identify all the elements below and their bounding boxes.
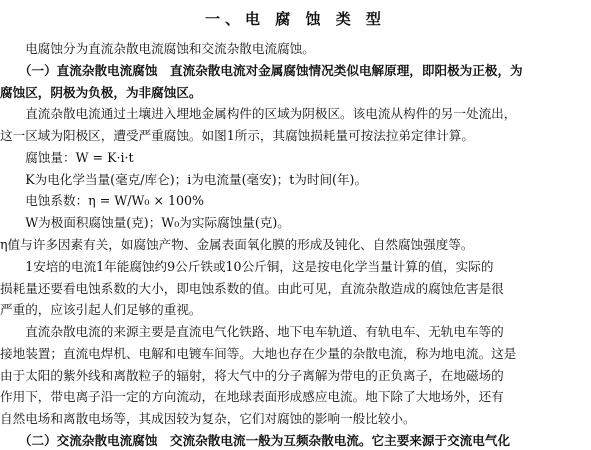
paragraph-ac-heading: （二）交流杂散电流腐蚀 交流杂散电流一般为互频杂散电流。它主要来源于交流电气化 xyxy=(0,433,511,448)
paragraph-sources-line-4: 作用下，带电离子沿一定的方向流动，在地球表面形成感应电流。地下除了大地场外，还有 xyxy=(0,389,504,405)
paragraph-sources-line-3: 由于太阳的紫外线和离散粒子的辐射，将大气中的分子离解为带电的正负离子，在地磁场的 xyxy=(0,367,504,383)
paragraph-ampere-line-2: 损耗量还要看电蚀系数的大小，即电蚀系数的值。由此可见，直流杂散造成的腐蚀危害是很 xyxy=(0,280,504,296)
paragraph-sources-line-1: 直流杂散电流的来源主要是直流电气化铁路、地下电车轨道、有轨电车、无轨电车等的 xyxy=(0,324,504,340)
formula-variable-definition: K为电化学当量(毫克/库仑)；i为电流量(毫安)；t为时间(年)。 xyxy=(0,171,368,187)
paragraph-dc-mechanism-line-2: 这一区域为阳极区，遭受严重腐蚀。如图1所示，其腐蚀损耗量可按法拉弟定律计算。 xyxy=(0,128,474,144)
formula-corrosion-amount: 腐蚀量：W = K·i·t xyxy=(0,149,134,165)
formula-coefficient-definition: W为极面积腐蚀量(克)；W₀为实际腐蚀量(克)。 xyxy=(0,215,290,231)
paragraph-intro-line-1: 电腐蚀分为直流杂散电流腐蚀和交流杂散电流腐蚀。 xyxy=(0,41,315,56)
paragraph-sources-line-2: 接地装置；直流电焊机、电解和电镀车间等。大地也存在少量的杂散电流，称为地电流。这是 xyxy=(0,345,517,361)
paragraph-dc-heading-line-2: 腐蚀区，阴极为负极，为非腐蚀区。 xyxy=(0,84,202,100)
formula-electrocorrosion-coefficient: 电蚀系数：η = W/W₀ × 100% xyxy=(0,193,205,209)
paragraph-sources-line-5: 自然电场和离散电场等，其成因较为复杂，它们对腐蚀的影响一般比较小。 xyxy=(0,411,416,427)
paragraph-dc-mechanism-line-1: 直流杂散电流通过土壤进入埋地金属构件的区域为阴极区。该电流从构件的另一处流出， xyxy=(0,106,517,122)
paragraph-dc-heading-line-1: （一）直流杂散电流腐蚀 直流杂散电流对金属腐蚀情况类似电解原理，即阳极为正极，为 xyxy=(0,62,523,78)
section-title: 一、电 腐 蚀 类 型 xyxy=(205,10,386,28)
paragraph-eta-factors: η值与许多因素有关，如腐蚀产物、金属表面氧化膜的形成及钝化、自然腐蚀强度等。 xyxy=(0,237,474,252)
paragraph-ampere-line-3: 严重的，应该引起人们足够的重视。 xyxy=(0,302,202,318)
paragraph-ampere-line-1: 1安培的电流1年能腐蚀约9公斤铁或10公斤铜，这是按电化学当量计算的值，实际的 xyxy=(0,258,494,274)
